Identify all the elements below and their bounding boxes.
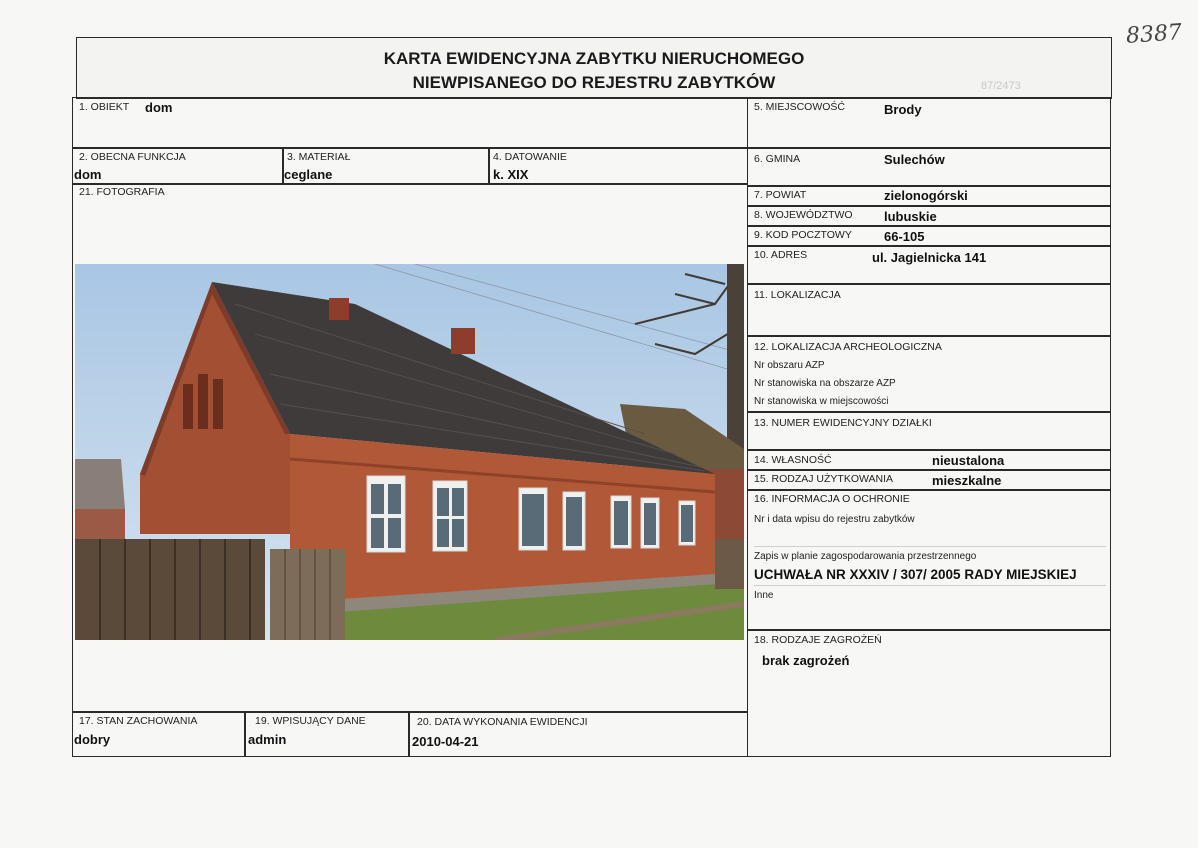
- field-wpisujacy-label: 19. WPISUJĄCY DANE: [255, 715, 366, 727]
- field-rodzaje-zagrozen: [747, 629, 1111, 757]
- field-kod-label: 9. KOD POCZTOWY: [754, 229, 852, 241]
- house-photograph: [75, 264, 744, 640]
- field-rodzaj-uzytkowania: [747, 469, 1111, 491]
- field-obiekt-label: 1. OBIEKT: [79, 101, 130, 113]
- field-adres-value: ul. Jagielnicka 141: [872, 250, 987, 265]
- field-stan-label: 17. STAN ZACHOWANIA: [79, 715, 198, 727]
- field-ochrona-label: 16. INFORMACJA O OCHRONIE: [754, 493, 910, 505]
- field-datowanie: [488, 147, 748, 185]
- card-header: [76, 37, 1112, 99]
- field-material-value: ceglane: [284, 167, 333, 182]
- field-wojewodztwo-label: 8. WOJEWÓDZTWO: [754, 209, 853, 221]
- field-datowanie-value: k. XIX: [493, 167, 529, 182]
- field-wojewodztwo-value: lubuskie: [884, 209, 937, 224]
- field-adres: [747, 245, 1111, 285]
- field-funkcja-label: 2. OBECNA FUNKCJA: [79, 151, 186, 163]
- ochrona-divider-2: [754, 585, 1106, 586]
- field-data-label: 20. DATA WYKONANIA EWIDENCJI: [417, 716, 588, 728]
- field-wojewodztwo: [747, 205, 1111, 227]
- ochrona-uchwala: UCHWAŁA NR XXXIV / 307/ 2005 RADY MIEJSKIEJ: [754, 567, 1077, 582]
- field-data-ewidencji: [408, 711, 748, 757]
- ochrona-divider: [754, 546, 1106, 547]
- field-wlasnosc-value: nieustalona: [932, 453, 1005, 468]
- field-lokalizacja: [747, 283, 1111, 337]
- field-miejscowosc-value: Brody: [884, 102, 922, 117]
- field-zagrozenia-value: brak zagrożeń: [762, 653, 850, 668]
- handwritten-number: 8387: [1125, 20, 1183, 49]
- archeo-stanowisko-miejscowosc: Nr stanowiska w miejscowości: [754, 396, 889, 407]
- field-gmina-value: Sulechów: [884, 152, 945, 167]
- field-archeo-label: 12. LOKALIZACJA ARCHEOLOGICZNA: [754, 341, 942, 353]
- field-lokalizacja-label: 11. LOKALIZACJA: [754, 289, 841, 301]
- field-stan-value: dobry: [74, 732, 111, 747]
- field-powiat: [747, 185, 1111, 207]
- card-title-line1: KARTA EWIDENCYJNA ZABYTKU NIERUCHOMEGO: [383, 49, 805, 68]
- ochrona-inne: Inne: [754, 590, 774, 601]
- field-material: [282, 147, 490, 185]
- field-wlasnosc-label: 14. WŁASNOŚĆ: [754, 454, 832, 466]
- field-miejscowosc: [747, 97, 1111, 149]
- field-data-value: 2010-04-21: [412, 734, 479, 749]
- field-obiekt: [72, 97, 748, 149]
- field-kod-pocztowy: [747, 225, 1111, 247]
- field-wpisujacy-value: admin: [248, 732, 287, 747]
- ochrona-rejestr: Nr i data wpisu do rejestru zabytków: [754, 514, 915, 525]
- field-wlasnosc: [747, 449, 1111, 471]
- field-miejscowosc-label: 5. MIEJSCOWOŚĆ: [754, 101, 846, 113]
- field-stan-zachowania: [72, 711, 246, 757]
- field-zagrozenia-label: 18. RODZAJE ZAGROŻEŃ: [754, 634, 882, 646]
- field-datowanie-label: 4. DATOWANIE: [493, 151, 567, 163]
- archeo-obszar-azp: Nr obszaru AZP: [754, 360, 825, 371]
- field-lokalizacja-archeologiczna: [747, 335, 1111, 413]
- field-numer-dzialki: [747, 411, 1111, 451]
- field-powiat-value: zielonogórski: [884, 188, 968, 203]
- field-wpisujacy: [244, 711, 410, 757]
- field-gmina-label: 6. GMINA: [754, 153, 801, 165]
- field-material-label: 3. MATERIAŁ: [287, 151, 351, 163]
- archeo-stanowisko-azp: Nr stanowiska na obszarze AZP: [754, 378, 896, 389]
- ochrona-plan: Zapis w planie zagospodarowania przestrzennego: [754, 551, 977, 562]
- field-informacja-o-ochronie: [747, 489, 1111, 631]
- field-dzialka-label: 13. NUMER EWIDENCYJNY DZIAŁKI: [754, 417, 932, 429]
- field-kod-value: 66-105: [884, 229, 925, 244]
- field-gmina: [747, 147, 1111, 187]
- field-fotografia: [72, 183, 748, 713]
- field-obecna-funkcja: [72, 147, 284, 185]
- field-adres-label: 10. ADRES: [754, 249, 808, 261]
- field-obiekt-value: dom: [145, 100, 173, 115]
- card-title-line2: NIEWPISANEGO DO REJESTRU ZABYTKÓW: [412, 73, 776, 92]
- faint-reference-number: 87/2473: [981, 80, 1021, 92]
- field-powiat-label: 7. POWIAT: [754, 189, 807, 201]
- field-uzytkowanie-label: 15. RODZAJ UŻYTKOWANIA: [754, 473, 894, 485]
- field-uzytkowanie-value: mieszkalne: [932, 473, 1002, 488]
- field-funkcja-value: dom: [74, 167, 102, 182]
- field-fotografia-label: 21. FOTOGRAFIA: [79, 186, 165, 198]
